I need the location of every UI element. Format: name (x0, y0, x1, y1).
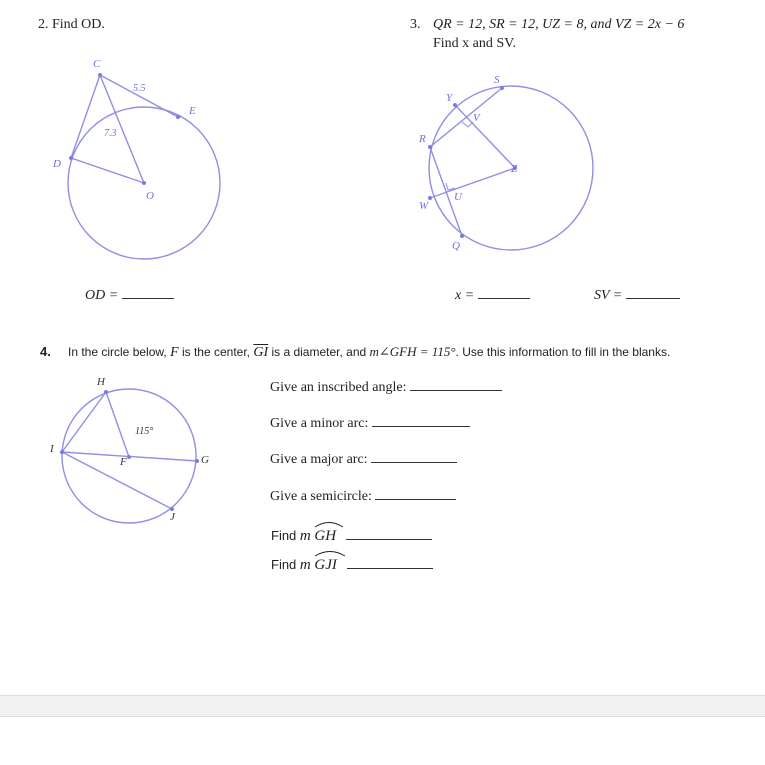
q2-answer: OD = (85, 288, 174, 304)
label-V: V (473, 112, 480, 124)
label-angle-115: 115° (135, 426, 154, 437)
arc-gh-blank[interactable] (346, 538, 432, 540)
semicircle-blank[interactable] (375, 498, 456, 500)
q3-task: Find x and SV. (433, 36, 516, 51)
q3-x-blank[interactable] (478, 297, 530, 299)
inscribed-angle-blank[interactable] (410, 389, 502, 391)
segment-CD (71, 75, 100, 158)
label-S: S (494, 74, 500, 86)
label-W: W (419, 200, 429, 212)
item-minor-arc: Give a minor arc: (270, 416, 470, 432)
item-major-arc: Give a major arc: (270, 452, 457, 468)
label-U: U (454, 191, 462, 203)
arc-gji-blank[interactable] (347, 567, 433, 569)
item-semicircle: Give a semicircle: (270, 489, 456, 505)
label-O: O (146, 190, 154, 202)
find-arc-gji: Find m GJI (271, 553, 433, 574)
arc-symbol-icon (314, 547, 346, 557)
label-D: D (53, 158, 61, 170)
major-arc-blank[interactable] (371, 461, 457, 463)
q3-answer-x: x = (455, 288, 530, 304)
q3-sv-blank[interactable] (626, 297, 680, 299)
segment-IH (62, 392, 106, 452)
label-len-CD: 7.3 (104, 128, 117, 139)
q3-number: 3. (410, 17, 421, 32)
label-G: G (201, 454, 209, 466)
find-arc-gh: Find m GH (271, 524, 432, 545)
item-inscribed-angle: Give an inscribed angle: (270, 380, 502, 396)
q2-heading: 2. Find OD. (38, 17, 105, 32)
arc-symbol-icon (314, 518, 344, 528)
bottom-scroll-bar (0, 695, 765, 717)
segment-HF (106, 392, 129, 457)
minor-arc-blank[interactable] (372, 425, 470, 427)
label-J: J (170, 511, 175, 523)
label-E: E (189, 105, 196, 117)
q3-figure (410, 70, 610, 260)
q2-figure (40, 52, 240, 272)
q3-givens: QR = 12, SR = 12, UZ = 8, and VZ = 2x − 6 (433, 17, 685, 32)
label-H: H (97, 376, 105, 388)
q3-answer-sv: SV = (594, 288, 680, 304)
segment-YZ (455, 105, 515, 168)
label-Z: Z (511, 163, 518, 175)
label-I: I (50, 443, 54, 455)
segment-DO (71, 158, 144, 183)
q4-number: 4. (40, 344, 51, 359)
label-Y: Y (446, 92, 453, 104)
q4-figure (45, 372, 225, 532)
segment-CE (100, 75, 178, 117)
label-len-CE: 5.5 (133, 83, 146, 94)
q2-answer-blank[interactable] (122, 297, 174, 299)
label-F: F (120, 456, 127, 468)
label-Q: Q (452, 240, 460, 252)
q4-prompt: In the circle below, F is the center, $\overline{GI}$ is a diameter, and m∠GFH = 115°. Use this information to fill in the blanks. (68, 344, 671, 360)
label-C: C (93, 58, 101, 70)
label-R: R (419, 133, 426, 145)
